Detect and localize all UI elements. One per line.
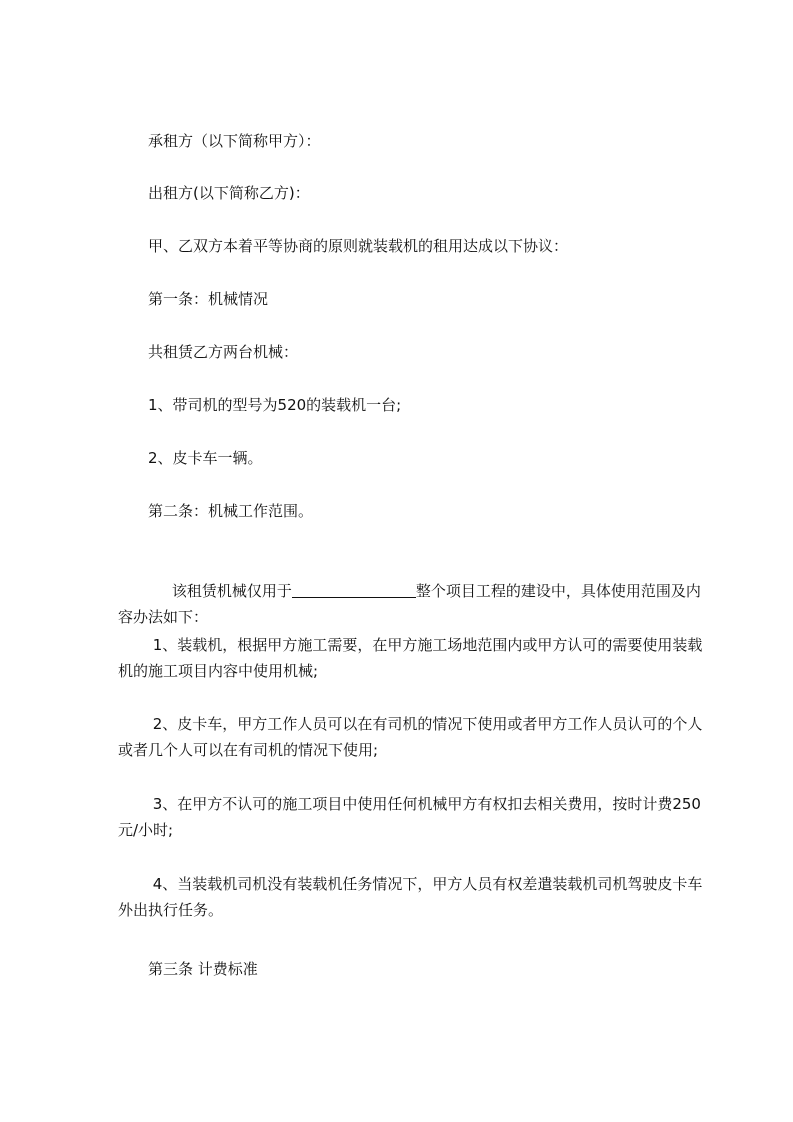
scope-text-end: 整个项目工程的建设中，具体使用范围及内容办法如下： <box>118 582 701 626</box>
scope-item-1: 1、装载机，根据甲方施工需要，在甲方施工场地范围内或甲方认可的需要使用装载机的施工项目内容中使用机械; <box>118 636 703 680</box>
scope-item-4: 4、当装载机司机没有装载机任务情况下，甲方人员有权差遣装载机司机驾驶皮卡车外出执行任务。 <box>118 875 703 919</box>
project-name-blank[interactable] <box>292 581 416 598</box>
lessor-line: 出租方(以下简称乙方)： <box>118 184 310 202</box>
lessee-line: 承租方（以下简称甲方）： <box>118 132 321 150</box>
scope-item-2: 2、皮卡车，甲方工作人员可以在有司机的情况下使用或者甲方工作人员认可的个人或者几个人可以在有司机的情况下使用; <box>118 715 703 759</box>
scope-item-3: 3、在甲方不认可的施工项目中使用任何机械甲方有权扣去相关费用，按时计费250元/小时; <box>118 795 701 839</box>
agreement-intro: 甲、乙双方本着平等协商的原则就装载机的租用达成以下协议： <box>118 237 569 255</box>
machine-item-1: 1、带司机的型号为520的装载机一台; <box>118 396 402 414</box>
article-2-heading: 第二条：机械工作范围。 <box>118 502 314 520</box>
article-1-heading: 第一条：机械情况 <box>118 290 269 308</box>
scope-text-start: 该租赁机械仅用于 <box>137 582 292 600</box>
article-3-heading: 第三条 计费标准 <box>118 960 258 978</box>
machines-summary: 共租赁乙方两台机械： <box>118 343 299 361</box>
machine-item-2: 2、皮卡车一辆。 <box>118 449 263 467</box>
